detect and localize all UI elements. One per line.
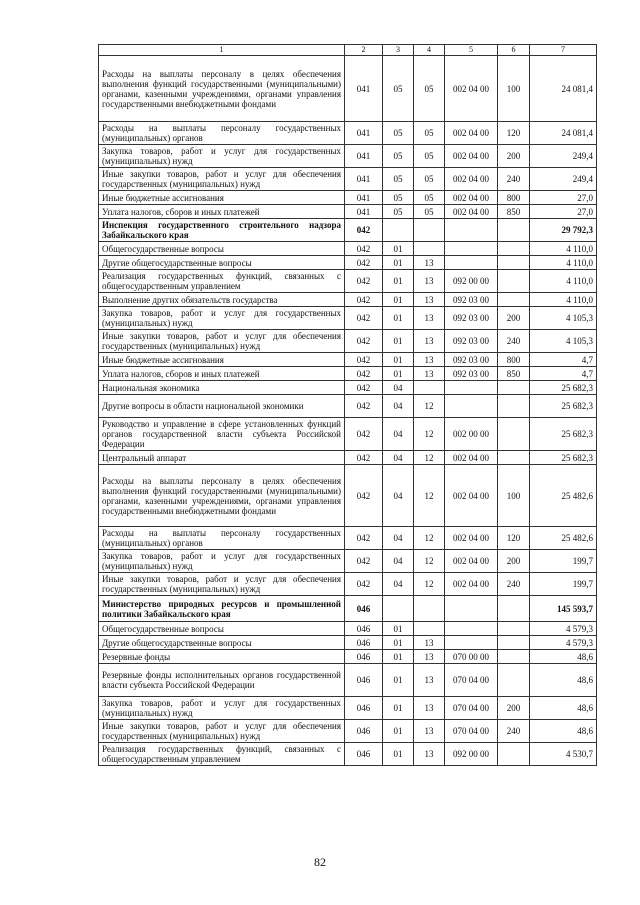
row-subsection-cell: 12 bbox=[414, 418, 445, 451]
row-subsection-cell: 13 bbox=[414, 353, 445, 367]
table-row bbox=[99, 418, 597, 451]
row-section-cell: 04 bbox=[383, 573, 414, 596]
row-expense-type-cell bbox=[498, 622, 530, 636]
row-admin-code-cell: 046 bbox=[345, 596, 383, 622]
row-name-cell: Реализация государственных функций, связанных с общегосударственным управлением bbox=[99, 743, 345, 766]
row-name-cell: Иные закупки товаров, работ и услуг для обеспечения государственных (муниципальных) нужд bbox=[99, 168, 345, 191]
row-target-article-cell bbox=[445, 219, 498, 242]
row-name-cell: Иные бюджетные ассигнования bbox=[99, 353, 345, 367]
row-subsection-cell: 12 bbox=[414, 550, 445, 573]
row-admin-code-cell: 046 bbox=[345, 664, 383, 697]
row-admin-code-cell: 041 bbox=[345, 191, 383, 205]
row-amount-cell: 249,4 bbox=[530, 168, 597, 191]
row-subsection-cell: 05 bbox=[414, 168, 445, 191]
column-header-6: 6 bbox=[498, 45, 530, 56]
row-expense-type-cell bbox=[498, 242, 530, 256]
budget-table-body bbox=[99, 45, 597, 766]
row-target-article-cell bbox=[445, 622, 498, 636]
row-section-cell: 01 bbox=[383, 697, 414, 720]
row-expense-type-cell: 100 bbox=[498, 56, 530, 122]
row-admin-code-cell: 042 bbox=[345, 527, 383, 550]
row-subsection-cell: 12 bbox=[414, 465, 445, 527]
row-section-cell: 04 bbox=[383, 395, 414, 418]
row-target-article-cell: 002 04 00 bbox=[445, 205, 498, 219]
table-row bbox=[99, 664, 597, 697]
row-name-cell: Закупка товаров, работ и услуг для государственных (муниципальных) нужд bbox=[99, 307, 345, 330]
row-amount-cell: 48,6 bbox=[530, 650, 597, 664]
row-target-article-cell: 002 04 00 bbox=[445, 168, 498, 191]
row-amount-cell: 48,6 bbox=[530, 697, 597, 720]
row-subsection-cell: 13 bbox=[414, 270, 445, 293]
table-row bbox=[99, 56, 597, 122]
row-name-cell: Расходы на выплаты персоналу в целях обеспечения выполнения функций государственными (муниципальными) органами, казенными учреждениями, органами управления государственными внебюджетными фондами bbox=[99, 56, 345, 122]
row-admin-code-cell: 042 bbox=[345, 465, 383, 527]
row-subsection-cell bbox=[414, 381, 445, 395]
table-row bbox=[99, 205, 597, 219]
row-target-article-cell: 002 04 00 bbox=[445, 573, 498, 596]
row-name-cell: Министерство природных ресурсов и промышленной политики Забайкальского края bbox=[99, 596, 345, 622]
row-expense-type-cell: 120 bbox=[498, 122, 530, 145]
row-name-cell: Другие общегосударственные вопросы bbox=[99, 256, 345, 270]
row-name-cell: Иные закупки товаров, работ и услуг для обеспечения государственных (муниципальных) нужд bbox=[99, 720, 345, 743]
table-row bbox=[99, 367, 597, 381]
row-subsection-cell: 13 bbox=[414, 720, 445, 743]
table-row bbox=[99, 381, 597, 395]
row-expense-type-cell: 100 bbox=[498, 465, 530, 527]
table-row bbox=[99, 527, 597, 550]
table-row bbox=[99, 145, 597, 168]
page-number: 82 bbox=[314, 855, 326, 869]
row-expense-type-cell: 240 bbox=[498, 573, 530, 596]
row-section-cell: 01 bbox=[383, 664, 414, 697]
row-target-article-cell: 002 04 00 bbox=[445, 527, 498, 550]
row-subsection-cell bbox=[414, 596, 445, 622]
row-amount-cell: 4 105,3 bbox=[530, 330, 597, 353]
row-admin-code-cell: 042 bbox=[345, 367, 383, 381]
row-name-cell: Закупка товаров, работ и услуг для государственных (муниципальных) нужд bbox=[99, 145, 345, 168]
row-admin-code-cell: 042 bbox=[345, 418, 383, 451]
row-target-article-cell: 002 00 00 bbox=[445, 418, 498, 451]
row-section-cell: 05 bbox=[383, 56, 414, 122]
row-section-cell: 05 bbox=[383, 205, 414, 219]
row-amount-cell: 27,0 bbox=[530, 191, 597, 205]
column-header-2: 2 bbox=[345, 45, 383, 56]
row-expense-type-cell bbox=[498, 664, 530, 697]
row-name-cell: Расходы на выплаты персоналу государственных (муниципальных) органов bbox=[99, 527, 345, 550]
row-name-cell: Уплата налогов, сборов и иных платежей bbox=[99, 205, 345, 219]
row-section-cell: 04 bbox=[383, 465, 414, 527]
row-section-cell bbox=[383, 596, 414, 622]
row-target-article-cell: 070 04 00 bbox=[445, 720, 498, 743]
row-subsection-cell: 05 bbox=[414, 122, 445, 145]
row-section-cell: 01 bbox=[383, 636, 414, 650]
row-section-cell: 01 bbox=[383, 622, 414, 636]
table-row bbox=[99, 636, 597, 650]
table-row bbox=[99, 293, 597, 307]
row-subsection-cell: 05 bbox=[414, 56, 445, 122]
row-section-cell: 01 bbox=[383, 330, 414, 353]
row-target-article-cell bbox=[445, 596, 498, 622]
table-row bbox=[99, 451, 597, 465]
row-admin-code-cell: 042 bbox=[345, 381, 383, 395]
row-target-article-cell: 002 04 00 bbox=[445, 122, 498, 145]
row-amount-cell: 24 081,4 bbox=[530, 56, 597, 122]
row-expense-type-cell bbox=[498, 418, 530, 451]
table-row bbox=[99, 650, 597, 664]
row-expense-type-cell: 850 bbox=[498, 367, 530, 381]
row-target-article-cell: 002 04 00 bbox=[445, 191, 498, 205]
row-name-cell: Выполнение других обязательств государства bbox=[99, 293, 345, 307]
table-row bbox=[99, 395, 597, 418]
row-admin-code-cell: 046 bbox=[345, 720, 383, 743]
row-name-cell: Расходы на выплаты персоналу в целях обеспечения выполнения функций государственными (муниципальными) органами, казенными учреждениями, органами управления государственными внебюджетными фондами bbox=[99, 465, 345, 527]
row-target-article-cell: 002 04 00 bbox=[445, 550, 498, 573]
row-target-article-cell: 092 00 00 bbox=[445, 743, 498, 766]
row-expense-type-cell: 850 bbox=[498, 205, 530, 219]
table-row bbox=[99, 242, 597, 256]
row-amount-cell: 4 110,0 bbox=[530, 256, 597, 270]
row-admin-code-cell: 046 bbox=[345, 743, 383, 766]
row-admin-code-cell: 046 bbox=[345, 622, 383, 636]
row-name-cell: Резервные фонды bbox=[99, 650, 345, 664]
row-target-article-cell: 002 04 00 bbox=[445, 145, 498, 168]
row-section-cell: 04 bbox=[383, 550, 414, 573]
row-admin-code-cell: 042 bbox=[345, 307, 383, 330]
row-section-cell: 04 bbox=[383, 381, 414, 395]
row-section-cell: 05 bbox=[383, 122, 414, 145]
row-section-cell bbox=[383, 219, 414, 242]
row-subsection-cell: 13 bbox=[414, 293, 445, 307]
row-expense-type-cell bbox=[498, 381, 530, 395]
row-expense-type-cell bbox=[498, 256, 530, 270]
row-name-cell: Инспекция государственного строительного надзора Забайкальского края bbox=[99, 219, 345, 242]
row-expense-type-cell bbox=[498, 451, 530, 465]
row-section-cell: 05 bbox=[383, 145, 414, 168]
table-row bbox=[99, 353, 597, 367]
row-subsection-cell: 13 bbox=[414, 650, 445, 664]
row-section-cell: 01 bbox=[383, 367, 414, 381]
row-section-cell: 04 bbox=[383, 527, 414, 550]
row-admin-code-cell: 042 bbox=[345, 270, 383, 293]
row-expense-type-cell bbox=[498, 293, 530, 307]
row-target-article-cell bbox=[445, 256, 498, 270]
row-name-cell: Закупка товаров, работ и услуг для государственных (муниципальных) нужд bbox=[99, 697, 345, 720]
row-subsection-cell: 13 bbox=[414, 330, 445, 353]
row-admin-code-cell: 046 bbox=[345, 650, 383, 664]
row-amount-cell: 48,6 bbox=[530, 664, 597, 697]
row-name-cell: Иные закупки товаров, работ и услуг для обеспечения государственных (муниципальных) нужд bbox=[99, 330, 345, 353]
row-section-cell: 01 bbox=[383, 256, 414, 270]
row-expense-type-cell: 200 bbox=[498, 697, 530, 720]
column-header-7: 7 bbox=[530, 45, 597, 56]
row-subsection-cell: 13 bbox=[414, 636, 445, 650]
row-admin-code-cell: 046 bbox=[345, 697, 383, 720]
row-amount-cell: 25 682,3 bbox=[530, 451, 597, 465]
row-admin-code-cell: 042 bbox=[345, 451, 383, 465]
row-name-cell: Национальная экономика bbox=[99, 381, 345, 395]
row-name-cell: Руководство и управление в сфере установленных функций органов государственной власти субъекта Российской Федерации bbox=[99, 418, 345, 451]
row-name-cell: Закупка товаров, работ и услуг для государственных (муниципальных) нужд bbox=[99, 550, 345, 573]
row-expense-type-cell bbox=[498, 219, 530, 242]
row-target-article-cell: 092 03 00 bbox=[445, 353, 498, 367]
row-expense-type-cell bbox=[498, 596, 530, 622]
row-subsection-cell: 05 bbox=[414, 191, 445, 205]
row-subsection-cell: 13 bbox=[414, 256, 445, 270]
column-header-4: 4 bbox=[414, 45, 445, 56]
row-section-cell: 01 bbox=[383, 743, 414, 766]
table-row bbox=[99, 743, 597, 766]
row-expense-type-cell: 800 bbox=[498, 191, 530, 205]
table-row bbox=[99, 465, 597, 527]
column-header-3: 3 bbox=[383, 45, 414, 56]
row-amount-cell: 25 682,3 bbox=[530, 418, 597, 451]
row-subsection-cell: 05 bbox=[414, 145, 445, 168]
row-amount-cell: 4,7 bbox=[530, 367, 597, 381]
table-header-row bbox=[99, 45, 597, 56]
row-name-cell: Реализация государственных функций, связанных с общегосударственным управлением bbox=[99, 270, 345, 293]
row-amount-cell: 4 579,3 bbox=[530, 622, 597, 636]
row-amount-cell: 4 110,0 bbox=[530, 270, 597, 293]
row-subsection-cell bbox=[414, 242, 445, 256]
row-name-cell: Общегосударственные вопросы bbox=[99, 242, 345, 256]
row-name-cell: Уплата налогов, сборов и иных платежей bbox=[99, 367, 345, 381]
row-admin-code-cell: 041 bbox=[345, 56, 383, 122]
row-amount-cell: 25 682,3 bbox=[530, 395, 597, 418]
row-target-article-cell: 070 04 00 bbox=[445, 664, 498, 697]
column-header-5: 5 bbox=[445, 45, 498, 56]
row-admin-code-cell: 042 bbox=[345, 550, 383, 573]
row-target-article-cell: 092 03 00 bbox=[445, 367, 498, 381]
row-expense-type-cell: 200 bbox=[498, 145, 530, 168]
row-expense-type-cell bbox=[498, 270, 530, 293]
row-expense-type-cell: 240 bbox=[498, 720, 530, 743]
row-amount-cell: 48,6 bbox=[530, 720, 597, 743]
row-target-article-cell: 092 03 00 bbox=[445, 307, 498, 330]
row-admin-code-cell: 042 bbox=[345, 330, 383, 353]
row-admin-code-cell: 042 bbox=[345, 219, 383, 242]
row-amount-cell: 4 110,0 bbox=[530, 293, 597, 307]
row-amount-cell: 4 110,0 bbox=[530, 242, 597, 256]
row-name-cell: Иные закупки товаров, работ и услуг для обеспечения государственных (муниципальных) нужд bbox=[99, 573, 345, 596]
row-admin-code-cell: 046 bbox=[345, 636, 383, 650]
row-subsection-cell bbox=[414, 219, 445, 242]
row-expense-type-cell bbox=[498, 395, 530, 418]
column-header-1: 1 bbox=[99, 45, 345, 56]
table-row bbox=[99, 573, 597, 596]
row-amount-cell: 29 792,3 bbox=[530, 219, 597, 242]
row-name-cell: Другие общегосударственные вопросы bbox=[99, 636, 345, 650]
row-target-article-cell: 092 03 00 bbox=[445, 330, 498, 353]
row-expense-type-cell: 240 bbox=[498, 330, 530, 353]
table-row bbox=[99, 191, 597, 205]
row-admin-code-cell: 042 bbox=[345, 395, 383, 418]
row-target-article-cell: 002 04 00 bbox=[445, 465, 498, 527]
row-section-cell: 01 bbox=[383, 242, 414, 256]
row-admin-code-cell: 041 bbox=[345, 145, 383, 168]
row-subsection-cell: 12 bbox=[414, 451, 445, 465]
row-amount-cell: 25 482,6 bbox=[530, 465, 597, 527]
row-amount-cell: 24 081,4 bbox=[530, 122, 597, 145]
row-name-cell: Общегосударственные вопросы bbox=[99, 622, 345, 636]
row-name-cell: Центральный аппарат bbox=[99, 451, 345, 465]
row-section-cell: 05 bbox=[383, 168, 414, 191]
row-name-cell: Расходы на выплаты персоналу государственных (муниципальных) органов bbox=[99, 122, 345, 145]
table-row bbox=[99, 697, 597, 720]
row-subsection-cell: 12 bbox=[414, 527, 445, 550]
row-amount-cell: 4 530,7 bbox=[530, 743, 597, 766]
row-expense-type-cell: 200 bbox=[498, 307, 530, 330]
row-amount-cell: 25 682,3 bbox=[530, 381, 597, 395]
table-row bbox=[99, 270, 597, 293]
row-amount-cell: 4,7 bbox=[530, 353, 597, 367]
row-target-article-cell bbox=[445, 636, 498, 650]
row-name-cell: Другие вопросы в области национальной экономики bbox=[99, 395, 345, 418]
row-amount-cell: 4 105,3 bbox=[530, 307, 597, 330]
row-subsection-cell: 12 bbox=[414, 573, 445, 596]
row-target-article-cell: 092 03 00 bbox=[445, 293, 498, 307]
row-target-article-cell bbox=[445, 242, 498, 256]
row-subsection-cell: 13 bbox=[414, 367, 445, 381]
row-name-cell: Резервные фонды исполнительных органов государственной власти субъекта Российской Федерации bbox=[99, 664, 345, 697]
row-admin-code-cell: 042 bbox=[345, 293, 383, 307]
row-expense-type-cell: 240 bbox=[498, 168, 530, 191]
row-section-cell: 01 bbox=[383, 353, 414, 367]
table-row bbox=[99, 720, 597, 743]
row-target-article-cell: 092 00 00 bbox=[445, 270, 498, 293]
row-section-cell: 04 bbox=[383, 418, 414, 451]
row-section-cell: 05 bbox=[383, 191, 414, 205]
row-section-cell: 01 bbox=[383, 720, 414, 743]
row-admin-code-cell: 041 bbox=[345, 168, 383, 191]
row-subsection-cell: 05 bbox=[414, 205, 445, 219]
row-admin-code-cell: 041 bbox=[345, 205, 383, 219]
row-section-cell: 01 bbox=[383, 270, 414, 293]
row-target-article-cell bbox=[445, 381, 498, 395]
table-row bbox=[99, 122, 597, 145]
row-expense-type-cell bbox=[498, 743, 530, 766]
row-subsection-cell bbox=[414, 622, 445, 636]
row-amount-cell: 145 593,7 bbox=[530, 596, 597, 622]
row-target-article-cell: 070 00 00 bbox=[445, 650, 498, 664]
table-row bbox=[99, 330, 597, 353]
row-amount-cell: 25 482,6 bbox=[530, 527, 597, 550]
row-subsection-cell: 13 bbox=[414, 307, 445, 330]
table-row bbox=[99, 550, 597, 573]
row-amount-cell: 199,7 bbox=[530, 550, 597, 573]
row-amount-cell: 27,0 bbox=[530, 205, 597, 219]
row-subsection-cell: 12 bbox=[414, 395, 445, 418]
row-target-article-cell: 070 04 00 bbox=[445, 697, 498, 720]
row-target-article-cell: 002 04 00 bbox=[445, 56, 498, 122]
table-row bbox=[99, 219, 597, 242]
row-section-cell: 01 bbox=[383, 293, 414, 307]
table-row bbox=[99, 256, 597, 270]
row-admin-code-cell: 041 bbox=[345, 122, 383, 145]
row-section-cell: 04 bbox=[383, 451, 414, 465]
row-amount-cell: 199,7 bbox=[530, 573, 597, 596]
row-expense-type-cell bbox=[498, 650, 530, 664]
row-subsection-cell: 13 bbox=[414, 743, 445, 766]
row-subsection-cell: 13 bbox=[414, 697, 445, 720]
table-row bbox=[99, 622, 597, 636]
row-admin-code-cell: 042 bbox=[345, 242, 383, 256]
row-admin-code-cell: 042 bbox=[345, 353, 383, 367]
row-section-cell: 01 bbox=[383, 307, 414, 330]
row-expense-type-cell bbox=[498, 636, 530, 650]
row-admin-code-cell: 042 bbox=[345, 573, 383, 596]
row-expense-type-cell: 120 bbox=[498, 527, 530, 550]
row-expense-type-cell: 800 bbox=[498, 353, 530, 367]
row-subsection-cell: 13 bbox=[414, 664, 445, 697]
row-target-article-cell bbox=[445, 395, 498, 418]
row-section-cell: 01 bbox=[383, 650, 414, 664]
row-amount-cell: 249,4 bbox=[530, 145, 597, 168]
table-row bbox=[99, 168, 597, 191]
row-expense-type-cell: 200 bbox=[498, 550, 530, 573]
row-amount-cell: 4 579,3 bbox=[530, 636, 597, 650]
table-row bbox=[99, 596, 597, 622]
budget-table bbox=[98, 44, 597, 766]
row-target-article-cell: 002 04 00 bbox=[445, 451, 498, 465]
row-name-cell: Иные бюджетные ассигнования bbox=[99, 191, 345, 205]
table-row bbox=[99, 307, 597, 330]
row-admin-code-cell: 042 bbox=[345, 256, 383, 270]
